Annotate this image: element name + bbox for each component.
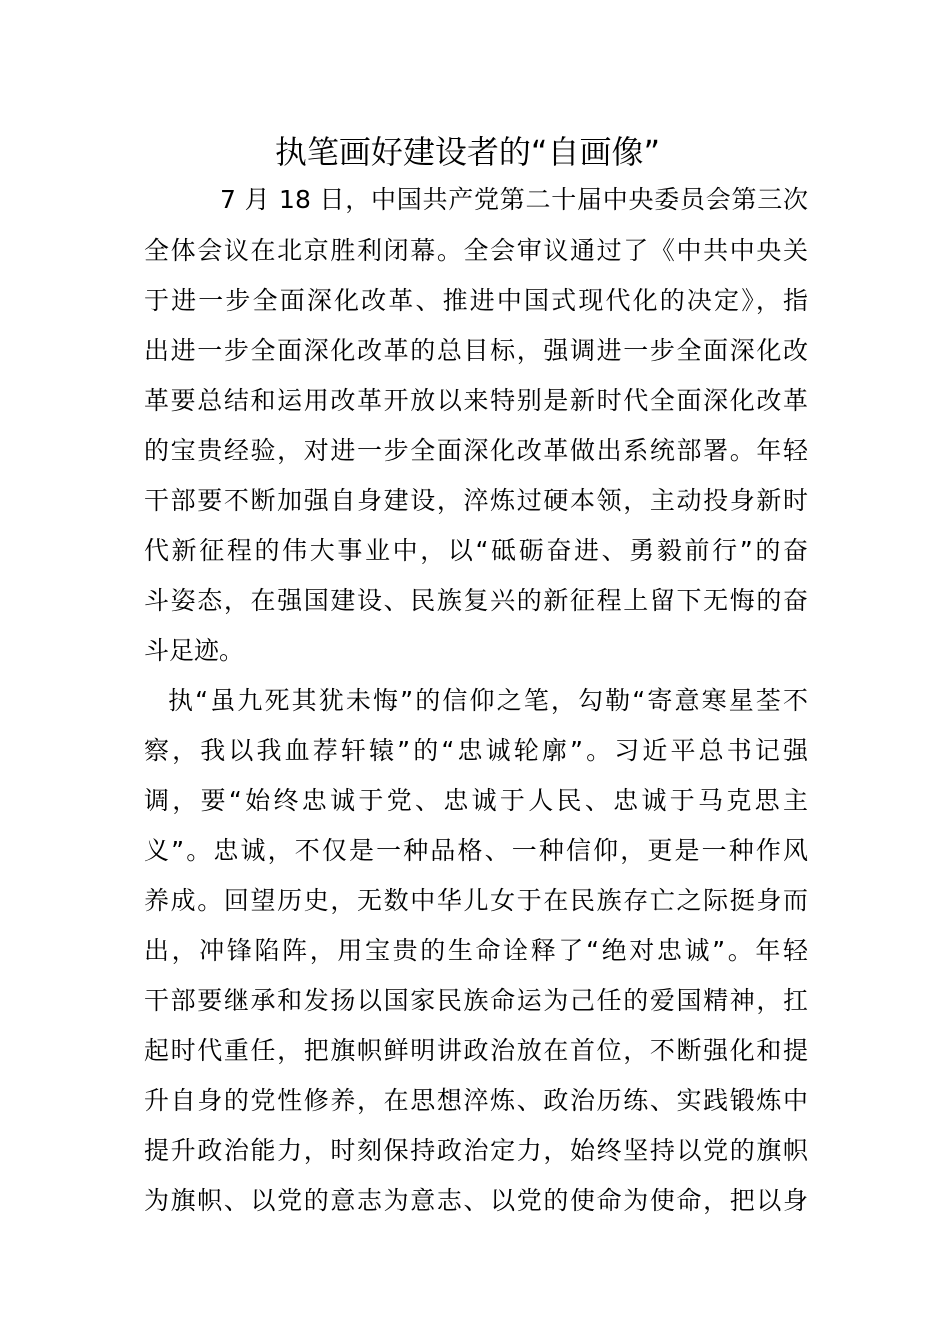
paragraph-1-line-6: 的宝贵经验，对进一步全面深化改革做出系统部署。年轻	[144, 436, 808, 465]
paragraph-2-line-4: 义”。忠诚，不仅是一种品格、一种信仰，更是一种作风	[144, 836, 808, 865]
paragraph-1-line-1: 7 月 18 日，中国共产党第二十届中央委员会第三次	[220, 185, 808, 214]
paragraph-2-line-11: 为旗帜、以党的意志为意志、以党的使命为使命，把以身	[144, 1186, 808, 1215]
paragraph-2-line-10: 提升政治能力，时刻保持政治定力，始终坚持以党的旗帜	[144, 1136, 808, 1165]
paragraph-1-line-5: 革要总结和运用改革开放以来特别是新时代全面深化改革	[144, 386, 808, 415]
document-title: 执笔画好建设者的“自画像”	[274, 133, 661, 171]
paragraph-2-line-3: 调，要“始终忠诚于党、忠诚于人民、忠诚于马克思主	[144, 786, 808, 815]
paragraph-2-line-7: 干部要继承和发扬以国家民族命运为己任的爱国精神，扛	[144, 986, 808, 1015]
paragraph-1-line-7: 干部要不断加强自身建设，淬炼过硬本领，主动投身新时	[144, 486, 808, 515]
paragraph-2-line-8: 起时代重任，把旗帜鲜明讲政治放在首位，不断强化和提	[144, 1036, 808, 1065]
paragraph-1-line-4: 出进一步全面深化改革的总目标，强调进一步全面深化改	[144, 336, 808, 365]
paragraph-2-line-5: 养成。回望历史，无数中华儿女于在民族存亡之际挺身而	[144, 886, 808, 915]
paragraph-2-line-1: 执“虽九死其犹未悔”的信仰之笔，勾勒“寄意寒星荃不	[168, 686, 808, 715]
paragraph-1-line-3: 于进一步全面深化改革、推进中国式现代化的决定》，指	[144, 286, 808, 315]
paragraph-2-line-9: 升自身的党性修养，在思想淬炼、政治历练、实践锻炼中	[144, 1086, 808, 1115]
paragraph-1-line-2: 全体会议在北京胜利闭幕。全会审议通过了《中共中央关	[144, 236, 808, 265]
paragraph-2-line-6: 出，冲锋陷阵，用宝贵的生命诠释了“绝对忠诚”。年轻	[144, 936, 808, 965]
paragraph-2-line-2: 察，我以我血荐轩辕”的“忠诚轮廓”。习近平总书记强	[144, 736, 808, 765]
paragraph-1-line-9: 斗姿态，在强国建设、民族复兴的新征程上留下无悔的奋	[144, 586, 808, 615]
paragraph-1-line-10: 斗足迹。	[144, 636, 245, 665]
paragraph-1-line-8: 代新征程的伟大事业中，以“砥砺奋进、勇毅前行”的奋	[144, 536, 808, 565]
